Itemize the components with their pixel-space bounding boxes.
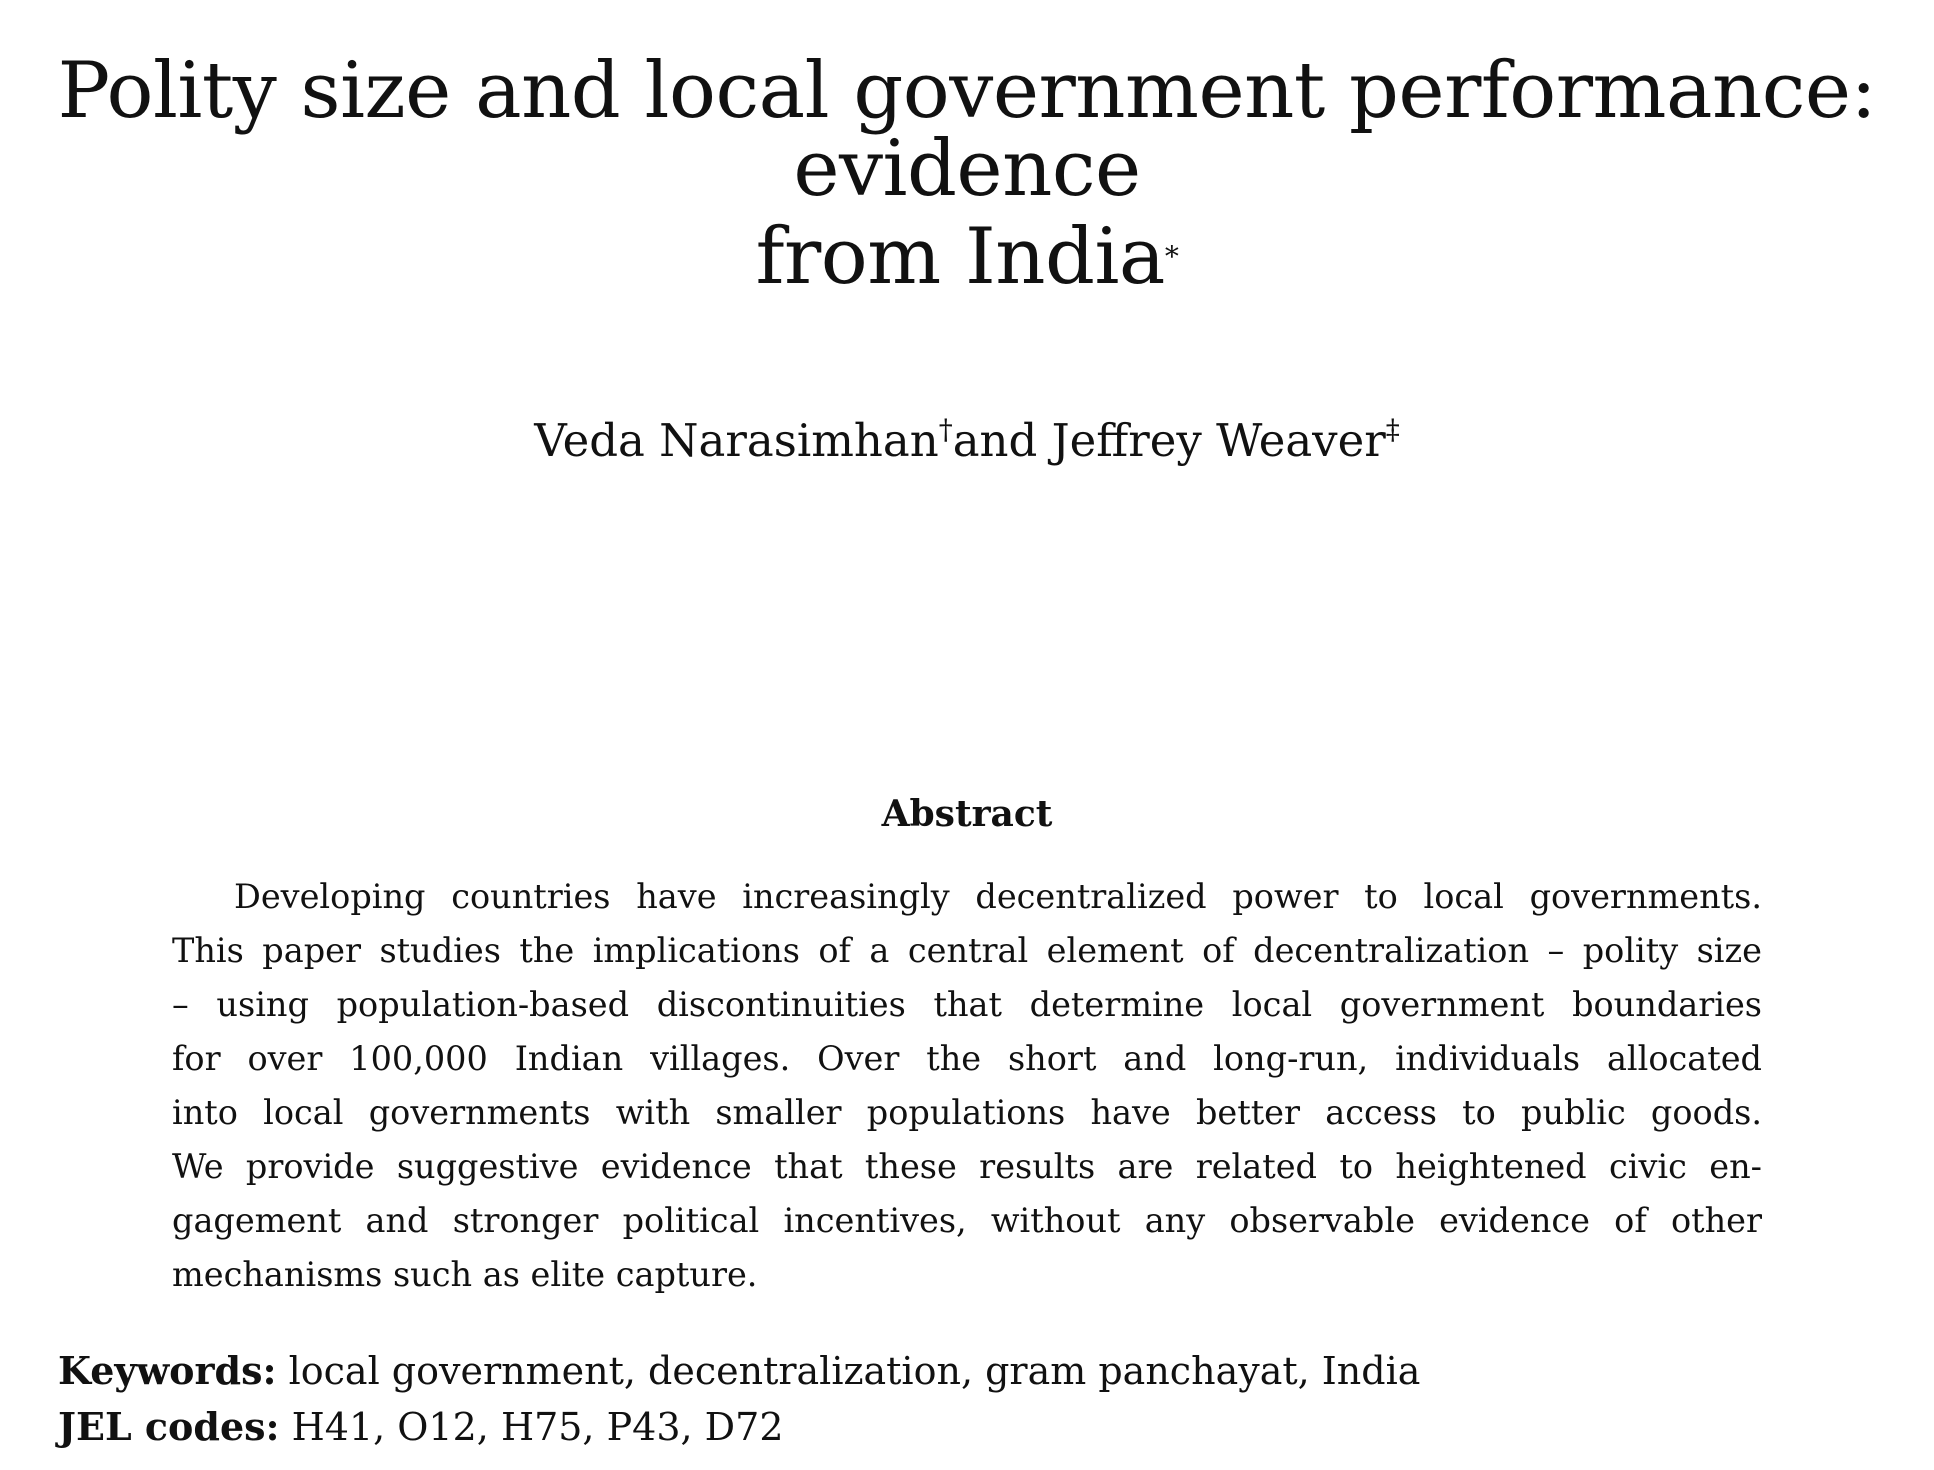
title-footnote-mark: *	[1164, 240, 1179, 273]
abstract-line: for over 100,000 Indian villages. Over the short and long-run, individuals allocated	[172, 1039, 1762, 1078]
author-name: Veda Narasimhan	[534, 414, 939, 467]
abstract-text	[172, 870, 1762, 1302]
jel-codes-value: H41, O12, H75, P43, D72	[279, 1405, 784, 1449]
jel-codes-label: JEL codes:	[58, 1404, 280, 1449]
author-name: Jeffrey Weaver	[1051, 414, 1386, 467]
paper-title-text: from India	[755, 212, 1165, 302]
author-list	[0, 413, 1934, 467]
paper-title-line-2	[0, 212, 1934, 302]
abstract-line: This paper studies the implications of a central element of decentralization – polity size	[172, 931, 1762, 970]
abstract-line: – using population-based discontinuities that determine local government boundaries	[172, 985, 1762, 1024]
abstract-line: into local governments with smaller populations have better access to public goods.	[172, 1093, 1762, 1132]
keywords-label: Keywords:	[58, 1348, 277, 1393]
abstract-line: We provide suggestive evidence that these results are related to heightened civic en-	[172, 1147, 1762, 1186]
paper-title-line-1: Polity size and local government performance: evidence	[57, 46, 1877, 214]
keywords-value: local government, decentralization, gram panchayat, India	[276, 1349, 1421, 1393]
abstract-line: mechanisms such as elite capture.	[172, 1255, 758, 1294]
abstract-line: gagement and stronger political incentives, without any observable evidence of other	[172, 1201, 1762, 1240]
jel-codes-line	[58, 1404, 784, 1449]
abstract-heading: Abstract	[881, 793, 1053, 835]
author-footnote-mark: ‡	[1385, 413, 1400, 446]
keywords-line	[58, 1348, 1421, 1393]
author-connector: and	[952, 414, 1052, 467]
abstract-line: Developing countries have increasingly decentralized power to local governments.	[234, 877, 1762, 916]
author-footnote-mark: †	[938, 413, 953, 446]
